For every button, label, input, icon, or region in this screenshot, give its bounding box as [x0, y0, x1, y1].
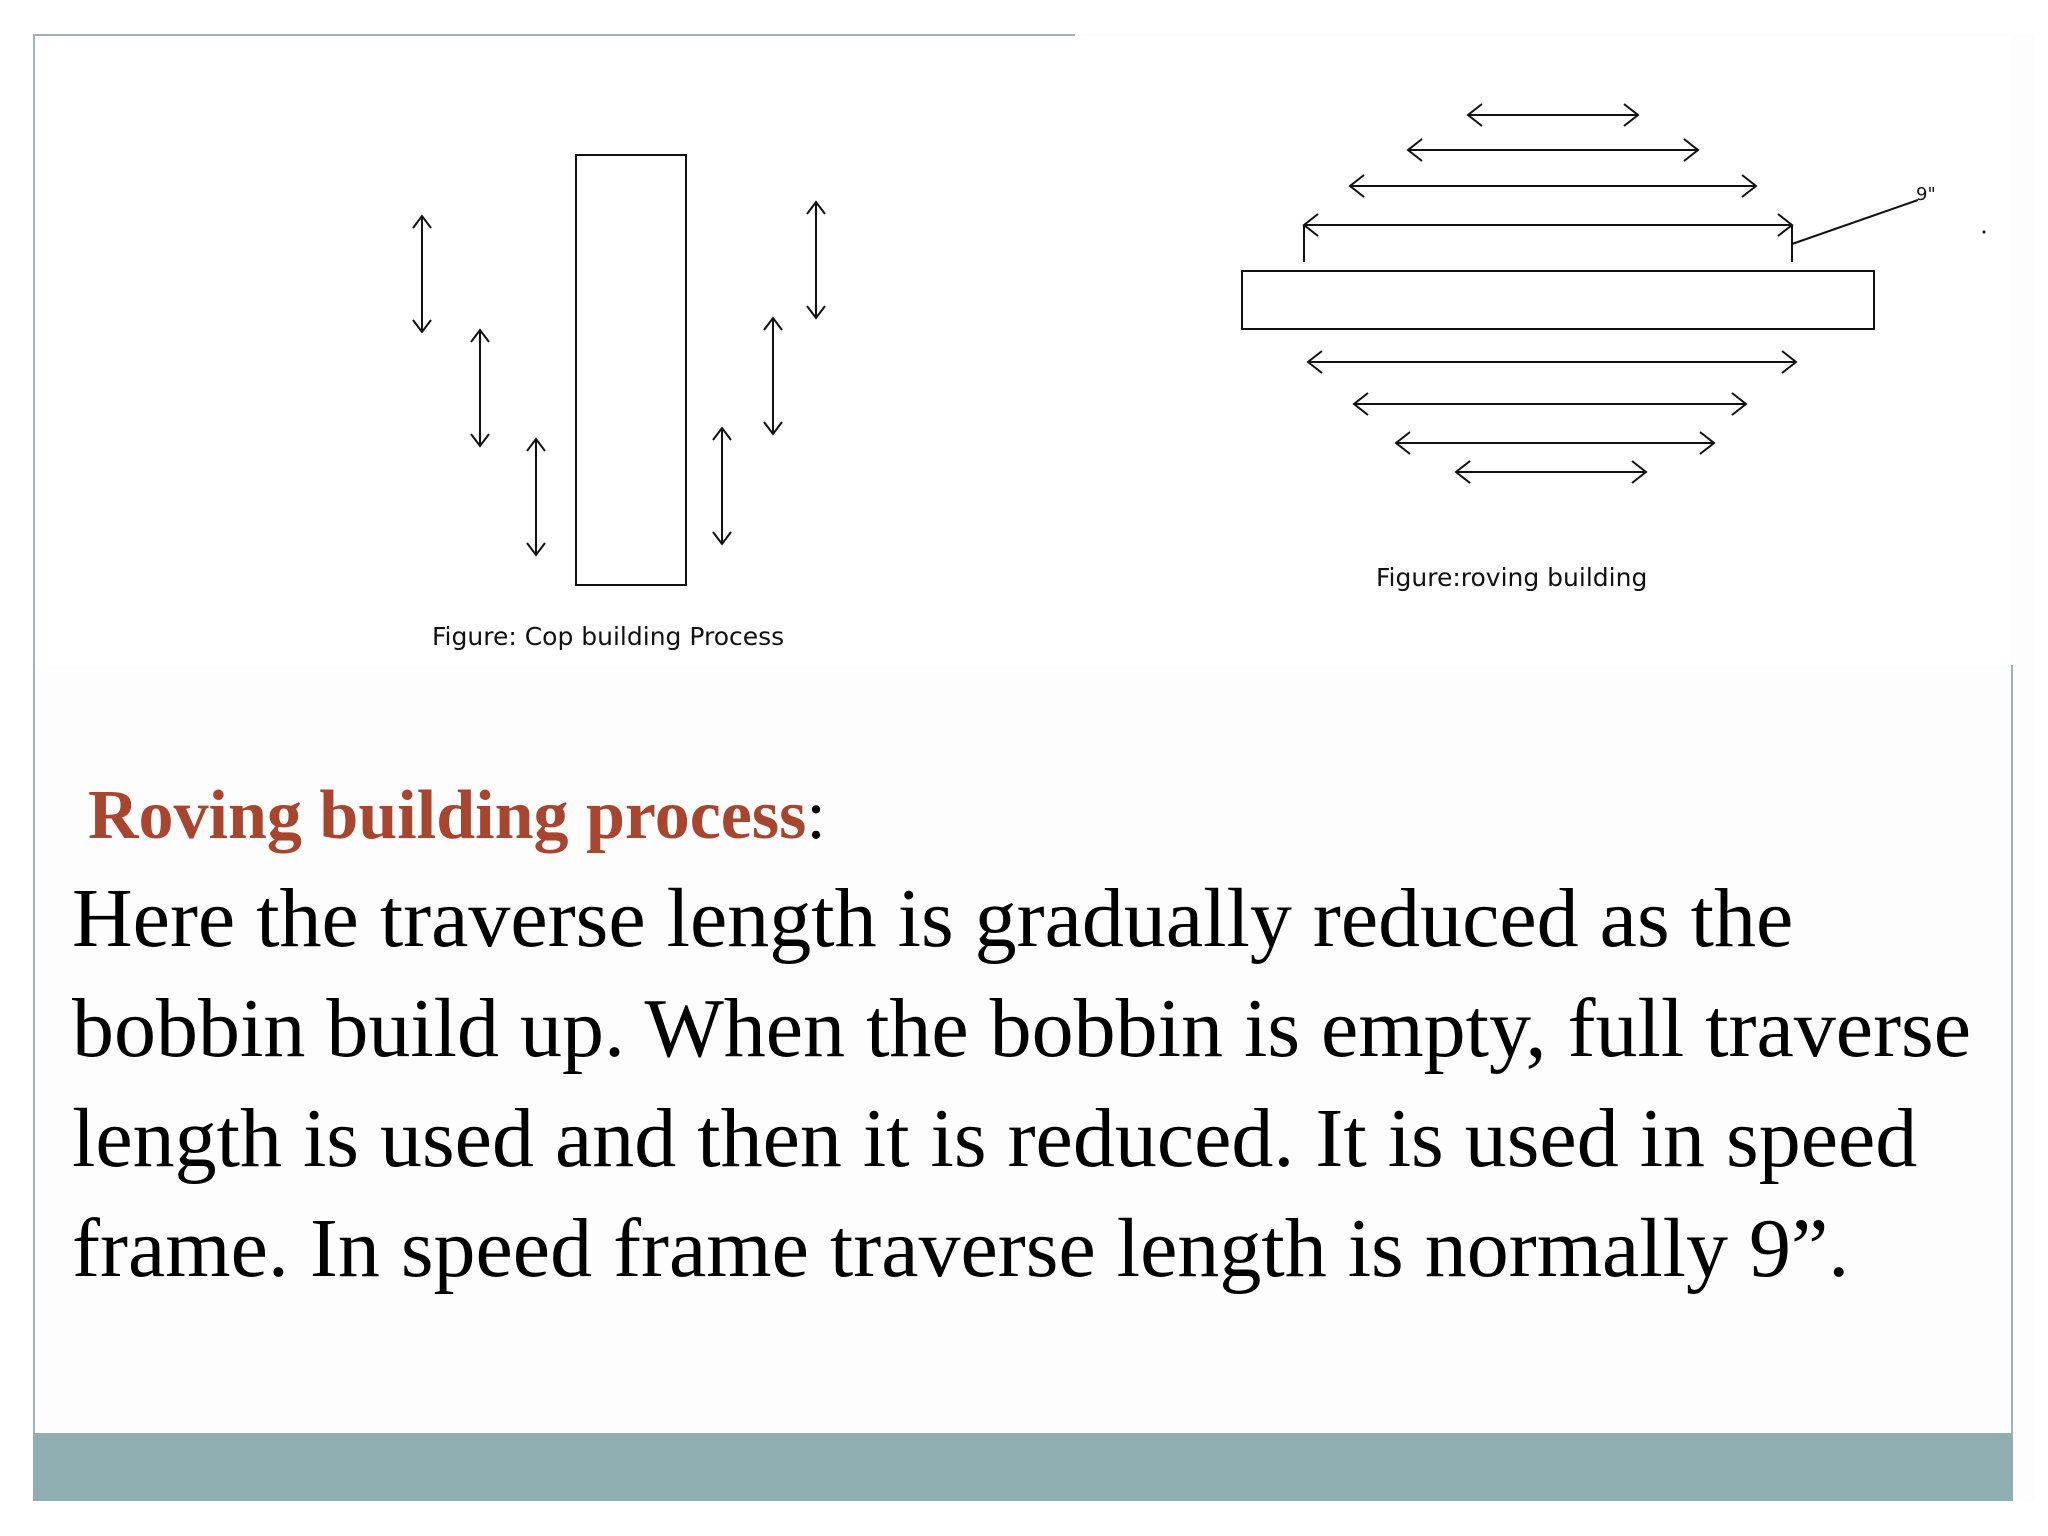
- cop-arrow-right-2: [764, 318, 782, 434]
- roving-arrow-bottom-4: [1456, 461, 1646, 483]
- roving-arrow-top-3: [1350, 175, 1756, 197]
- cop-arrow-left-2: [471, 330, 489, 446]
- stray-dot: [1983, 231, 1986, 234]
- roving-dimension-leader: [1792, 200, 1918, 244]
- roving-arrow-bottom-1: [1308, 351, 1796, 373]
- cop-figure-caption: Figure: Cop building Process: [432, 622, 785, 651]
- cop-arrow-right-3: [713, 428, 731, 544]
- section-title: Roving building process: [88, 777, 807, 854]
- cop-arrow-left-3: [527, 439, 545, 555]
- roving-arrow-top-4: [1304, 214, 1792, 262]
- figures-diagram: [0, 0, 2048, 700]
- roving-bobbin: [1242, 271, 1874, 329]
- footer-band: [33, 1433, 2013, 1501]
- section-heading: [88, 776, 826, 856]
- right-rule: [2011, 665, 2013, 1435]
- roving-arrow-top-1: [1468, 104, 1638, 126]
- roving-arrow-bottom-3: [1396, 432, 1714, 454]
- roving-arrow-bottom-2: [1354, 393, 1746, 415]
- body-paragraph: Here the traverse length is gradually reduced as the bobbin build up. When the bobbin is empty, full traverse length is used and then it is reduced. It is used in speed frame. In speed frame traverse length is normally 9”.: [72, 872, 1972, 1295]
- cop-arrow-right-1: [807, 202, 825, 318]
- cop-bobbin: [576, 155, 686, 585]
- cop-arrow-left-1: [413, 216, 431, 332]
- section-title-colon: :: [806, 777, 826, 854]
- roving-figure-caption: Figure:roving building: [1376, 563, 1648, 592]
- roving-arrow-top-2: [1408, 139, 1698, 161]
- roving-dimension-label: 9": [1916, 184, 1936, 205]
